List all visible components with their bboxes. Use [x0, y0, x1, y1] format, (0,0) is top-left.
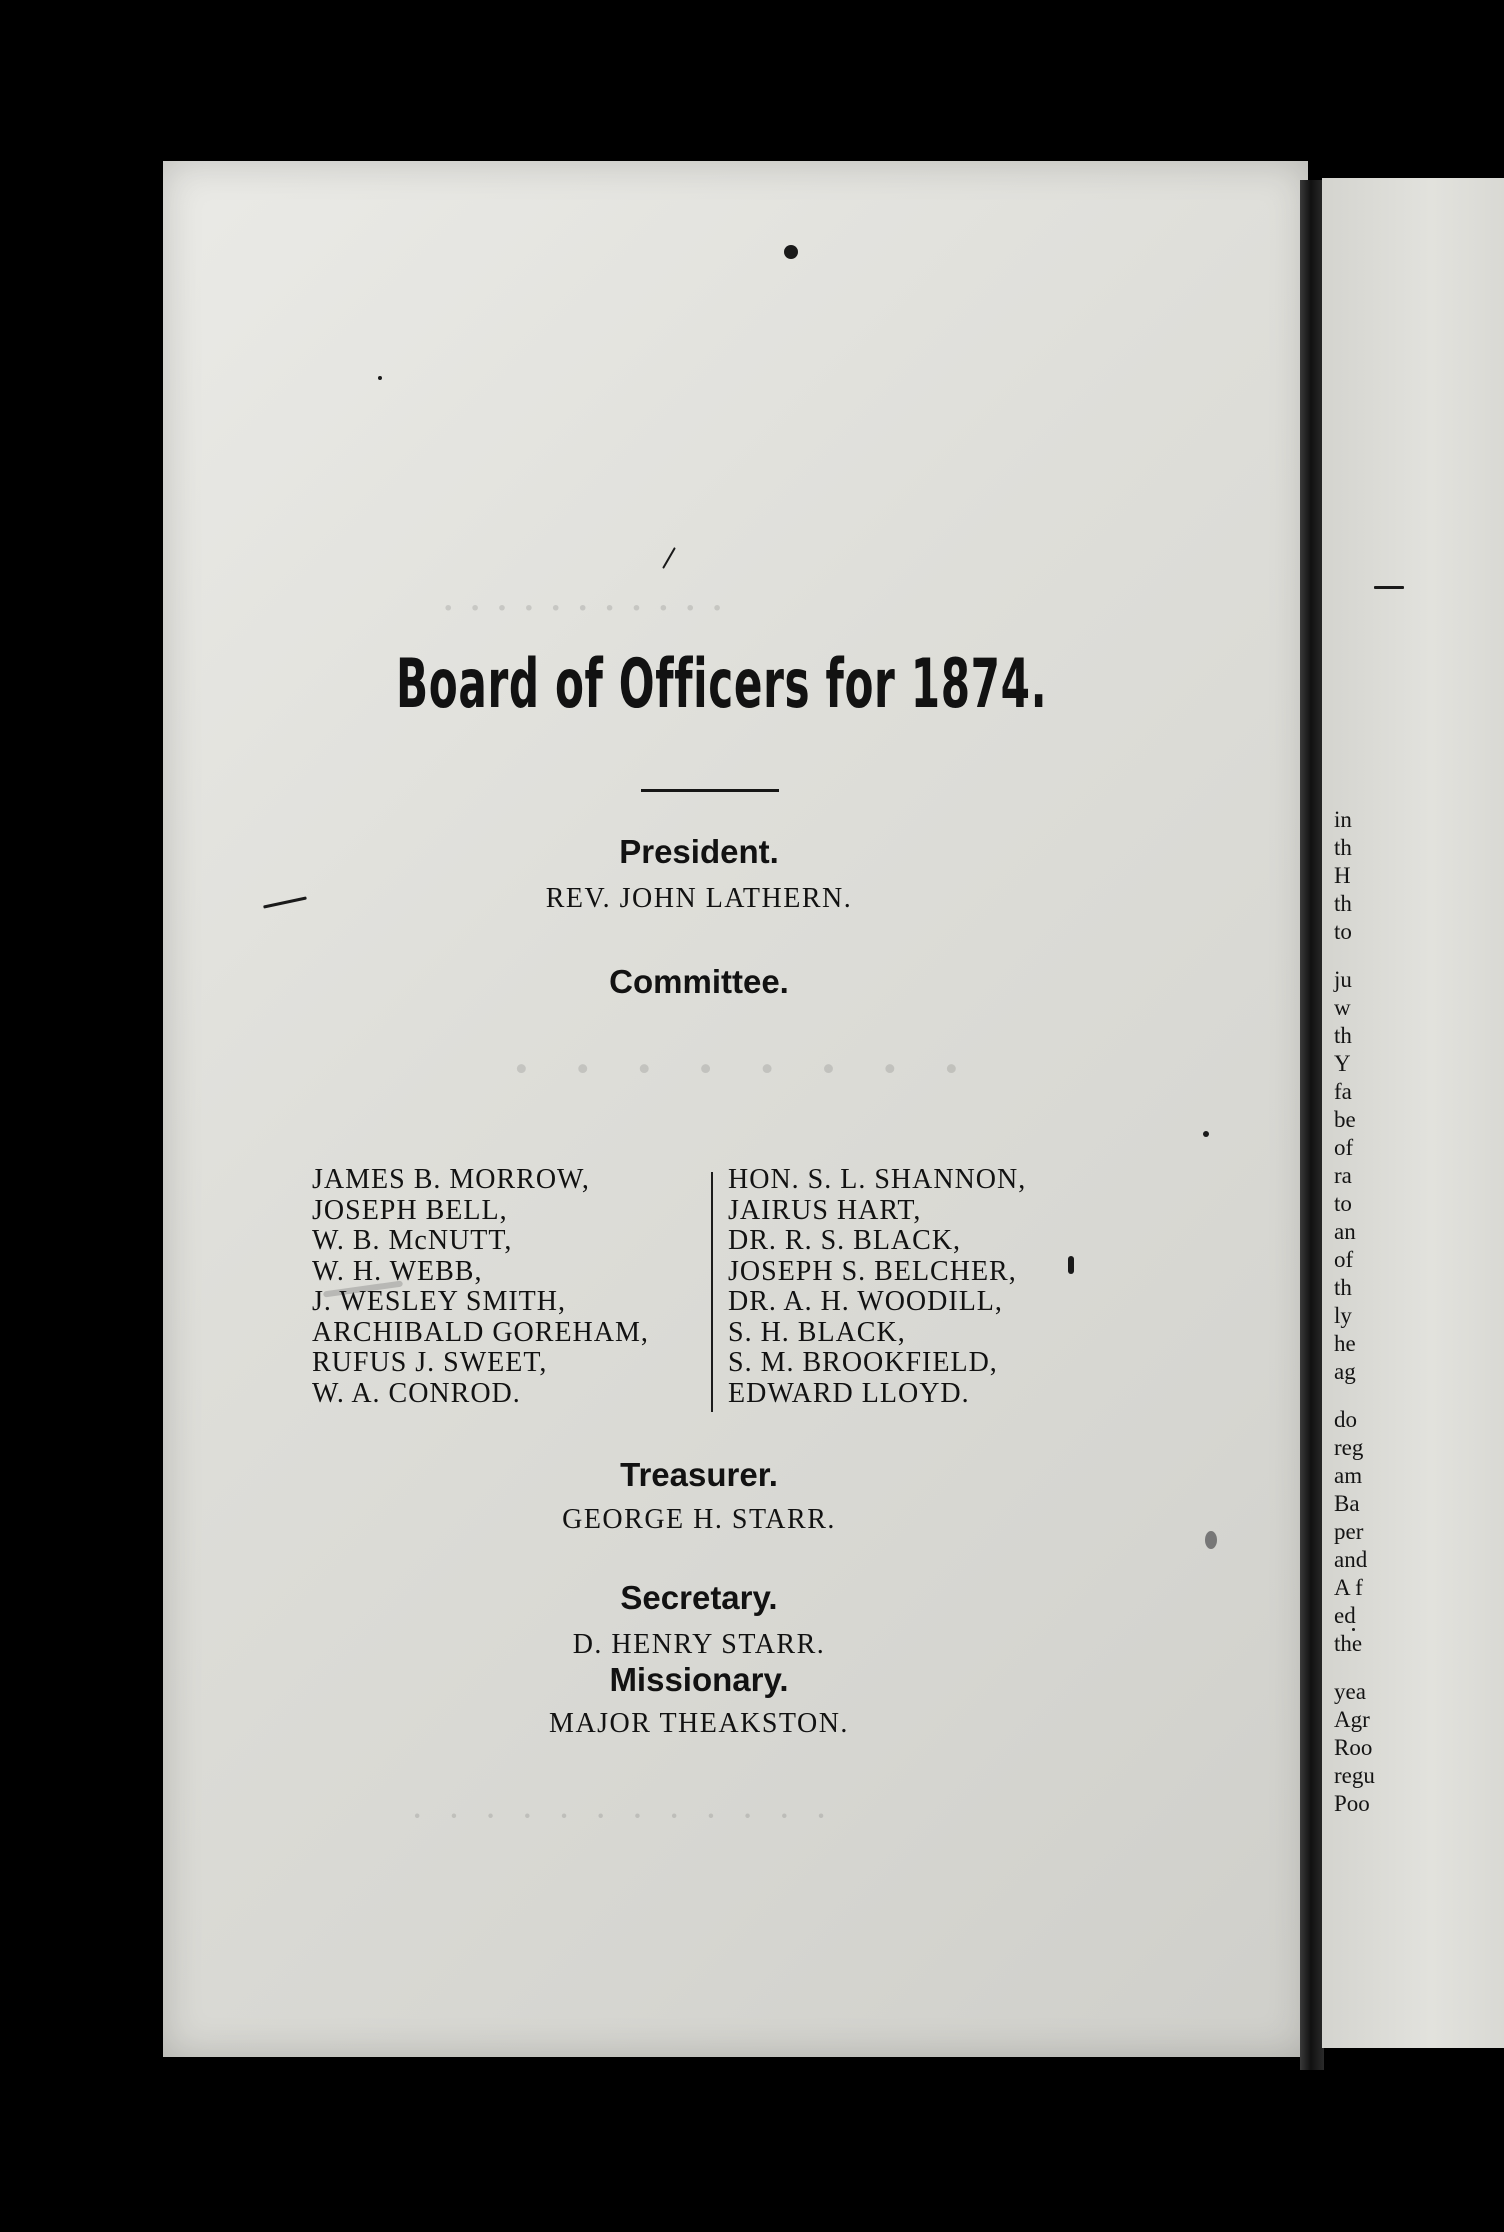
president-heading: President.: [619, 833, 779, 870]
text-fragment: ju: [1334, 967, 1352, 992]
committee-member: ARCHIBALD GOREHAM,: [312, 1316, 649, 1348]
text-fragment: th: [1334, 1275, 1352, 1300]
committee-heading: Committee.: [609, 963, 789, 1000]
text-fragment: H: [1334, 863, 1351, 888]
committee-left-column: [312, 1165, 649, 1409]
text-fragment: am: [1334, 1463, 1363, 1488]
text-fragment: to: [1334, 1191, 1352, 1216]
text-fragment: ly: [1334, 1303, 1352, 1328]
committee-member: S. M. BROOKFIELD,: [728, 1347, 998, 1378]
text-fragment: per: [1334, 1519, 1364, 1544]
committee-member: JAMES B. MORROW,: [312, 1164, 590, 1195]
ink-speck: [378, 376, 382, 380]
committee-member: J. WESLEY SMITH,: [312, 1286, 566, 1317]
ink-speck: [784, 245, 798, 259]
committee-member: JOSEPH BELL,: [312, 1194, 508, 1226]
text-fragment: th: [1334, 835, 1352, 860]
show-through-text: · · · · · · · · · · ·: [443, 591, 726, 626]
committee-member: JOSEPH S. BELCHER,: [728, 1255, 1017, 1287]
text-fragment: Ba: [1334, 1491, 1360, 1516]
text-fragment: of: [1334, 1247, 1354, 1272]
text-fragment: reg: [1334, 1435, 1364, 1460]
text-fragment: in: [1334, 807, 1352, 832]
committee-column-divider: [711, 1172, 713, 1412]
committee-member: JAIRUS HART,: [728, 1194, 922, 1226]
text-fragment: A f: [1334, 1575, 1363, 1600]
text-fragment: fa: [1334, 1079, 1352, 1104]
right-page-edge: [1322, 178, 1504, 2048]
text-fragment: ra: [1334, 1163, 1352, 1188]
page-title: Board of Officers for 1874.: [396, 645, 1048, 724]
text-fragment: th: [1334, 891, 1352, 916]
text-fragment: and: [1334, 1547, 1368, 1572]
text-fragment: Roo: [1334, 1735, 1373, 1760]
text-fragment: of: [1334, 1135, 1354, 1160]
missionary-heading: Missionary.: [609, 1661, 789, 1698]
ink-speck: [1203, 1131, 1209, 1137]
secretary-heading: Secretary.: [620, 1579, 778, 1616]
ink-speck: [662, 547, 676, 569]
book-gutter: [1300, 180, 1324, 2070]
text-fragment: do: [1334, 1407, 1357, 1432]
committee-member: DR. A. H. WOODILL,: [728, 1286, 1003, 1317]
committee-member: DR. R. S. BLACK,: [728, 1225, 962, 1256]
committee-member: HON. S. L. SHANNON,: [728, 1164, 1027, 1195]
text-fragment: an: [1334, 1219, 1356, 1244]
text-fragment: he: [1334, 1331, 1356, 1356]
text-fragment: w: [1334, 995, 1351, 1020]
ink-speck: [1352, 1628, 1355, 1631]
text-fragment: yea: [1334, 1679, 1366, 1704]
text-fragment: the: [1334, 1631, 1363, 1656]
committee-member: EDWARD LLOYD.: [728, 1377, 970, 1409]
committee-member: W. B. McNUTT,: [312, 1225, 513, 1256]
left-page: [163, 161, 1308, 2057]
text-fragment: th: [1334, 1023, 1352, 1048]
text-fragment: Y: [1334, 1051, 1351, 1076]
president-name: REV. JOHN LATHERN.: [545, 883, 853, 914]
show-through-text: · · · · · · · · · · · ·: [413, 1801, 836, 1830]
treasurer-heading: Treasurer.: [620, 1456, 778, 1493]
committee-member: S. H. BLACK,: [728, 1316, 906, 1348]
committee-member: RUFUS J. SWEET,: [312, 1347, 548, 1378]
text-fragment: ed: [1334, 1603, 1356, 1628]
text-fragment: Agr: [1334, 1707, 1370, 1732]
committee-member: W. H. WEBB,: [312, 1255, 483, 1287]
ink-speck: [1374, 586, 1404, 589]
text-fragment: be: [1334, 1107, 1356, 1132]
committee-member: W. A. CONROD.: [312, 1377, 521, 1409]
ink-speck: [1068, 1256, 1074, 1274]
text-fragment: Poo: [1334, 1791, 1370, 1816]
text-fragment: regu: [1334, 1763, 1375, 1788]
treasurer-name: GEORGE H. STARR.: [562, 1504, 836, 1535]
secretary-name: D. HENRY STARR.: [572, 1629, 826, 1660]
right-page-text-fragments: [1334, 806, 1375, 1818]
text-fragment: ag: [1334, 1359, 1356, 1384]
text-fragment: to: [1334, 919, 1352, 944]
show-through-text: · · · · · · · ·: [513, 1041, 974, 1097]
committee-right-column: [728, 1165, 1026, 1409]
title-divider: [641, 789, 779, 792]
missionary-name: MAJOR THEAKSTON.: [549, 1708, 849, 1739]
